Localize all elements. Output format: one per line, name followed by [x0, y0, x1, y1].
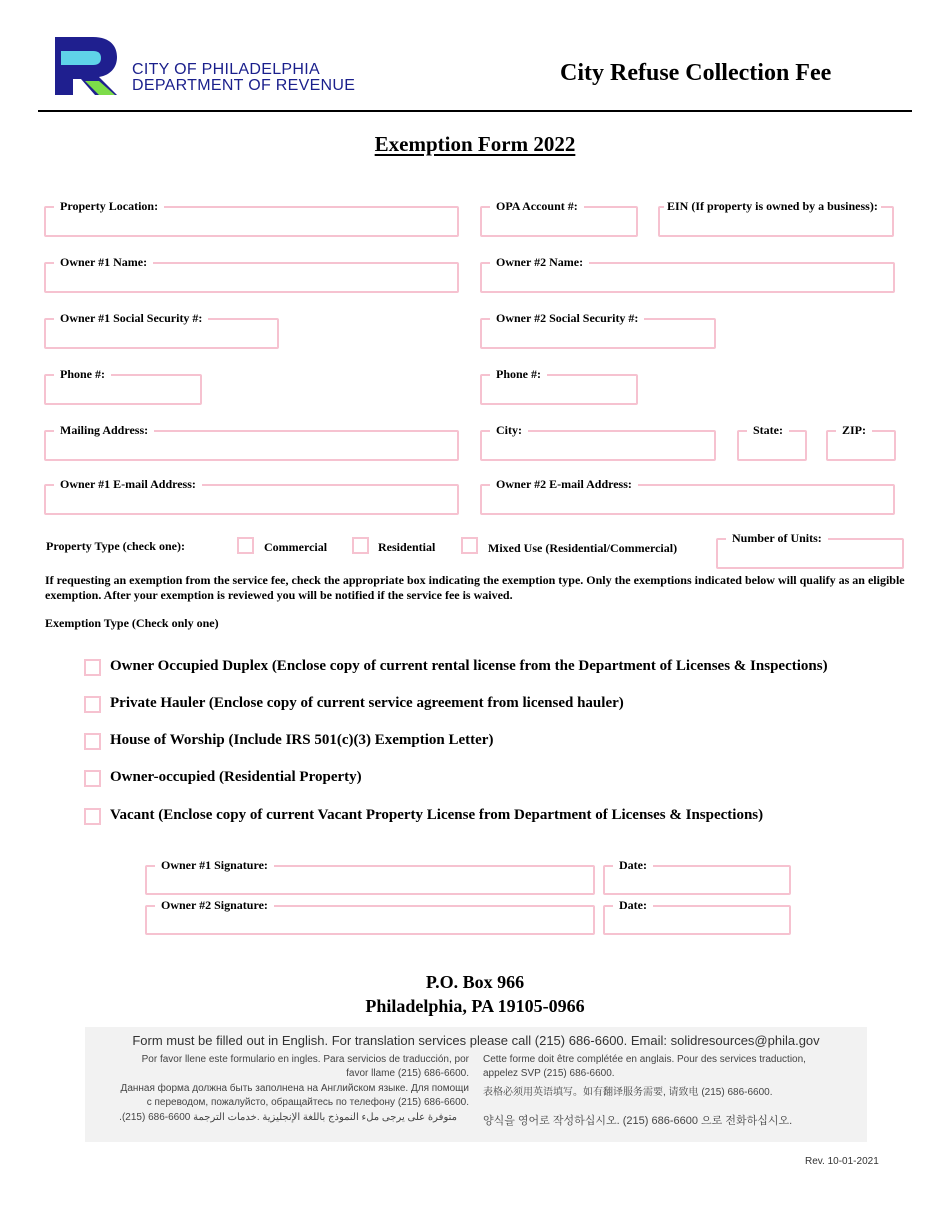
french-text — [483, 1053, 806, 1081]
spanish-line-2: favor llame (215) 686-6600. — [346, 1068, 469, 1079]
state-label: State: — [747, 422, 789, 438]
russian-line-2: с переводом, пожалуйсто, обращайтесь по телефону (215) 686-6600. — [146, 1097, 469, 1108]
property-location-label: Property Location: — [54, 198, 164, 214]
state-field[interactable] — [737, 423, 807, 461]
exemption-type-heading: Exemption Type (Check only one) — [45, 616, 219, 630]
exemption-duplex-label: Owner Occupied Duplex (Enclose copy of current rental license from the Department of Licenses & Inspections) — [110, 658, 828, 674]
arabic-text: متوفرة على يرجى ملء النموذج باللغة الإنجليزية .خدمات الترجمة 6600-686 (215). — [119, 1112, 457, 1123]
exemption-house-of-worship-label: House of Worship (Include IRS 501(c)(3) Exemption Letter) — [110, 732, 494, 748]
owner1-name-field[interactable] — [44, 255, 459, 293]
property-type-label: Property Type (check one): — [46, 539, 185, 553]
date2-field[interactable] — [603, 898, 791, 935]
residential-checkbox[interactable] — [352, 537, 369, 554]
organization-name — [132, 62, 355, 94]
ein-field[interactable] — [658, 199, 894, 237]
date1-field[interactable] — [603, 858, 791, 895]
korean-text: 양식을 영어로 작성하십시오. (215) 686-6600 으로 전화하십시오. — [483, 1115, 793, 1127]
russian-text — [121, 1082, 469, 1110]
instructions-text: If requesting an exemption from the service fee, check the appropriate box indicating the exemption type. Only the exemptions indicated below will qualify as an eligible exemption. After your exemption is reviewed you will be notified if the service fee is waived. — [45, 573, 905, 602]
department-of-revenue-logo-icon — [55, 37, 125, 95]
date2-label: Date: — [613, 897, 653, 913]
residential-label: Residential — [378, 540, 436, 554]
owner1-email-field[interactable] — [44, 477, 459, 515]
exemption-owner-occupied-checkbox[interactable] — [84, 770, 101, 787]
owner2-ssn-field[interactable] — [480, 311, 716, 349]
owner1-phone-label: Phone #: — [54, 366, 111, 382]
form-title-text: Exemption Form 2022 — [374, 132, 576, 156]
mailing-address-label: Mailing Address: — [54, 422, 154, 438]
exemption-vacant-checkbox[interactable] — [84, 808, 101, 825]
opa-account-field[interactable] — [480, 199, 638, 237]
property-location-field[interactable] — [44, 199, 459, 237]
number-of-units-field[interactable] — [716, 531, 904, 569]
exemption-owner-occupied-label: Owner-occupied (Residential Property) — [110, 769, 362, 785]
owner1-name-label: Owner #1 Name: — [54, 254, 153, 270]
translation-main-text: Form must be filled out in English. For translation services please call (215) 686-6600. Email: solidresources@phila.gov — [132, 1033, 820, 1048]
number-of-units-label: Number of Units: — [726, 530, 828, 546]
po-box: P.O. Box 966 — [425, 972, 525, 992]
spanish-line-1: Por favor llene este formulario en ingles. Para servicios de traducción, por — [141, 1054, 469, 1065]
owner1-signature-field[interactable] — [145, 858, 595, 895]
chinese-text: 表格必须用英语填写。如有翻译服务需要, 请致电 (215) 686-6600. — [483, 1087, 773, 1098]
exemption-duplex-checkbox[interactable] — [84, 659, 101, 676]
owner1-signature-label: Owner #1 Signature: — [155, 857, 274, 873]
french-line-2: appelez SVP (215) 686-6600. — [483, 1068, 615, 1079]
french-line-1: Cette forme doit être complétée en anglais. Pour des services traduction, — [483, 1054, 806, 1065]
translation-notice — [85, 1027, 867, 1142]
owner1-ssn-field[interactable] — [44, 311, 279, 349]
commercial-checkbox[interactable] — [237, 537, 254, 554]
exemption-private-hauler-checkbox[interactable] — [84, 696, 101, 713]
owner1-email-label: Owner #1 E-mail Address: — [54, 476, 202, 492]
owner2-ssn-label: Owner #2 Social Security #: — [490, 310, 644, 326]
opa-account-label: OPA Account #: — [490, 198, 584, 214]
mailing-address-block — [0, 970, 950, 1018]
zip-label: ZIP: — [836, 422, 872, 438]
header-divider — [38, 110, 912, 112]
owner2-name-field[interactable] — [480, 255, 895, 293]
city-field[interactable] — [480, 423, 716, 461]
mixed-use-label: Mixed Use (Residential/Commercial) — [488, 541, 678, 555]
owner2-phone-label: Phone #: — [490, 366, 547, 382]
russian-line-1: Данная форма должна быть заполнена на Английском языке. Для помощи — [120, 1083, 469, 1094]
owner2-email-label: Owner #2 E-mail Address: — [490, 476, 638, 492]
mailing-address-field[interactable] — [44, 423, 459, 461]
exemption-house-of-worship-checkbox[interactable] — [84, 733, 101, 750]
owner1-phone-field[interactable] — [44, 367, 202, 405]
mixed-use-checkbox[interactable] — [461, 537, 478, 554]
owner1-ssn-label: Owner #1 Social Security #: — [54, 310, 208, 326]
owner2-signature-label: Owner #2 Signature: — [155, 897, 274, 913]
form-title — [0, 132, 950, 157]
commercial-label: Commercial — [264, 540, 328, 554]
zip-field[interactable] — [826, 423, 896, 461]
document-title: City Refuse Collection Fee — [560, 60, 832, 86]
revision-date: Rev. 10-01-2021 — [805, 1156, 879, 1167]
owner2-phone-field[interactable] — [480, 367, 638, 405]
exemption-private-hauler-label: Private Hauler (Enclose copy of current service agreement from licensed hauler) — [110, 695, 624, 711]
exemption-vacant-label: Vacant (Enclose copy of current Vacant Property License from Department of Licenses & Inspections) — [110, 807, 764, 823]
ein-label: EIN (If property is owned by a business): — [664, 198, 881, 214]
city-state-zip: Philadelphia, PA 19105-0966 — [365, 996, 585, 1016]
org-line-2: DEPARTMENT OF REVENUE — [132, 77, 356, 94]
org-line-1: CITY OF PHILADELPHIA — [132, 61, 320, 78]
city-label: City: — [490, 422, 528, 438]
date1-label: Date: — [613, 857, 653, 873]
owner2-signature-field[interactable] — [145, 898, 595, 935]
owner2-name-label: Owner #2 Name: — [490, 254, 589, 270]
owner2-email-field[interactable] — [480, 477, 895, 515]
spanish-text — [142, 1053, 469, 1081]
